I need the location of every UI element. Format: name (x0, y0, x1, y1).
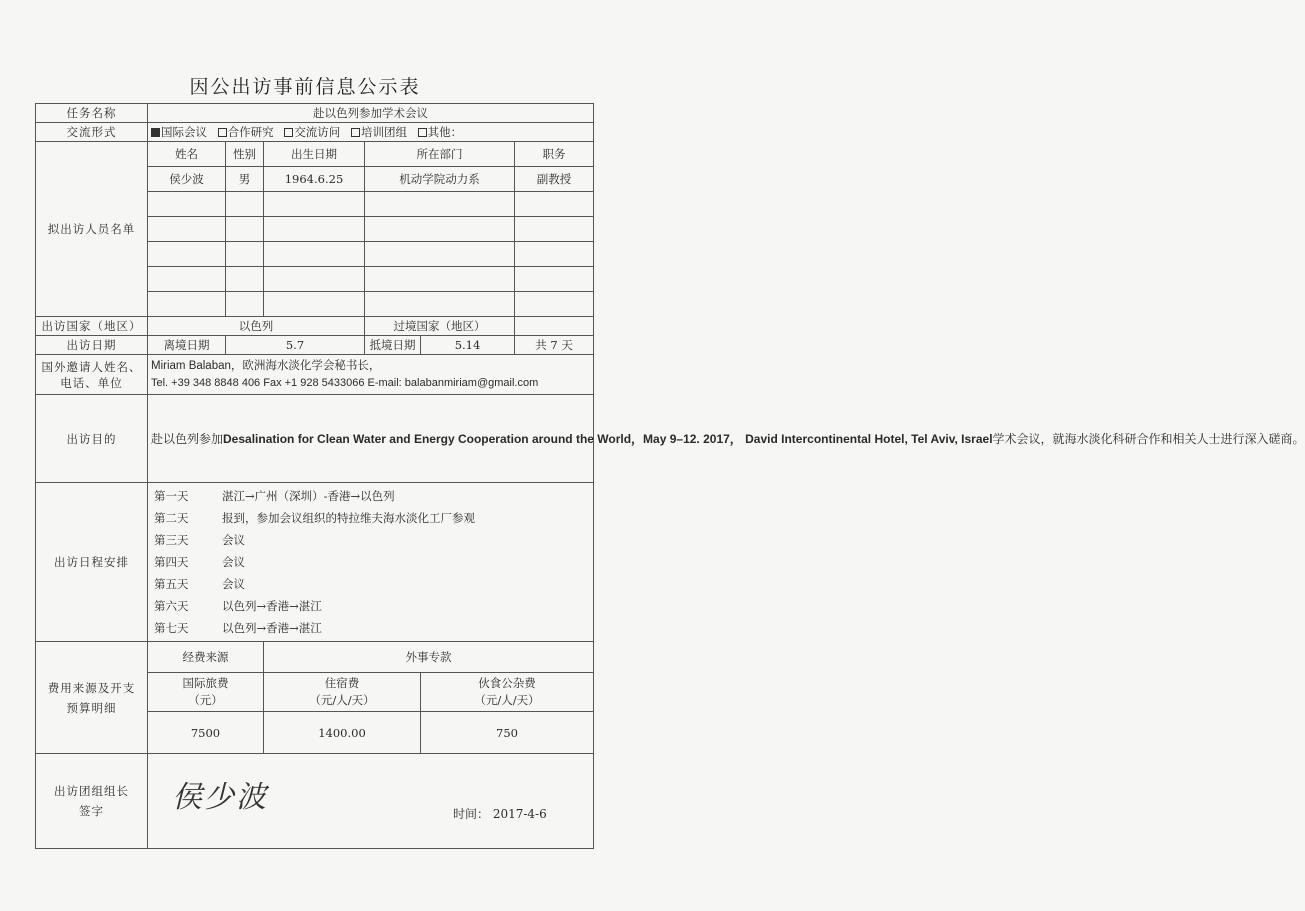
list-item: 第一天 湛江→广州（深圳）-香港→以色列 (154, 489, 395, 503)
inviter-label: 国外邀请人姓名、 电话、单位 (36, 355, 148, 395)
signature-row (36, 754, 594, 849)
meals-header: 伙食公杂费 （元/人/天） (421, 673, 594, 712)
meals-value: 750 (421, 712, 594, 754)
personnel-label: 拟出访人员名单 (36, 142, 148, 317)
option-visit[interactable]: 交流访问 (284, 125, 340, 139)
person-gender: 男 (226, 167, 264, 192)
purpose-value: 赴以色列参加Desalination for Clean Water and Energy Cooperation around the World，May 9–12. 2017， David Intercontinental Hotel, Tel Aviv, Israel学术会议，就海水淡化科研合作和相关人士进行深入磋商。 (148, 395, 594, 483)
funding-source-value: 外事专款 (264, 642, 594, 673)
list-item: 第五天 会议 (154, 577, 245, 591)
signature-area (148, 754, 594, 849)
personnel-header-row (36, 142, 594, 167)
lodging-header: 住宿费 （元/人/天） (264, 673, 421, 712)
info-table (35, 103, 1305, 849)
header-position: 职务 (515, 142, 594, 167)
exchange-options (148, 123, 594, 142)
inviter-value: Miriam Balaban，欧洲海水淡化学会秘书长， Tel. +39 348 8848 406 Fax +1 928 5433066 E-mail: balabanmiriam@gmail.com (148, 355, 594, 395)
task-value: 赴以色列参加学术会议 (148, 104, 594, 123)
list-item: 第六天 以色列→香港→湛江 (154, 599, 322, 613)
visit-country-label: 出访国家（地区） (36, 317, 148, 336)
checkbox-icon[interactable] (351, 128, 360, 137)
exchange-label: 交流形式 (36, 123, 148, 142)
person-position: 副教授 (515, 167, 594, 192)
task-row (36, 104, 594, 123)
countries-row (36, 317, 594, 336)
list-item: 第七天 以色列→香港→湛江 (154, 621, 322, 635)
schedule-row (36, 483, 594, 642)
sign-date: 时间： 2017-4-6 (453, 807, 547, 821)
arrive-label: 抵境日期 (365, 336, 421, 355)
inviter-row (36, 355, 594, 395)
total-days: 共 7 天 (515, 336, 594, 355)
list-item: 第三天 会议 (154, 533, 245, 547)
exchange-row (36, 123, 594, 142)
list-item: 第二天 报到，参加会议组织的特拉维夫海水淡化工厂参观 (154, 511, 475, 525)
person-department: 机动学院动力系 (365, 167, 515, 192)
header-birthdate: 出生日期 (264, 142, 365, 167)
header-gender: 性别 (226, 142, 264, 167)
option-conference[interactable]: 国际会议 (151, 125, 207, 139)
handwritten-signature: 侯少波 (172, 780, 268, 815)
budget-source-row (36, 642, 594, 673)
option-research[interactable]: 合作研究 (218, 125, 274, 139)
transit-country-value (515, 317, 594, 336)
option-training[interactable]: 培训团组 (351, 125, 407, 139)
transit-country-label: 过境国家（地区） (365, 317, 515, 336)
dates-label: 出访日期 (36, 336, 148, 355)
schedule-list (148, 483, 594, 642)
airfare-value: 7500 (148, 712, 264, 754)
checkbox-icon[interactable] (284, 128, 293, 137)
page-title: 因公出访事前信息公示表 (189, 76, 421, 98)
task-label: 任务名称 (36, 104, 148, 123)
arrive-value: 5.14 (421, 336, 515, 355)
list-item: 第四天 会议 (154, 555, 245, 569)
dates-row (36, 336, 594, 355)
person-birthdate: 1964.6.25 (264, 167, 365, 192)
airfare-header: 国际旅费 （元） (148, 673, 264, 712)
visit-country-value: 以色列 (148, 317, 365, 336)
checkbox-icon[interactable] (218, 128, 227, 137)
option-other[interactable]: 其他： (418, 125, 463, 139)
schedule-label: 出访日程安排 (36, 483, 148, 642)
header-name: 姓名 (148, 142, 226, 167)
checkbox-icon[interactable] (418, 128, 427, 137)
signature-label: 出访团组组长 签字 (36, 754, 148, 849)
lodging-value: 1400.00 (264, 712, 421, 754)
header-department: 所在部门 (365, 142, 515, 167)
purpose-label: 出访目的 (36, 395, 148, 483)
depart-label: 离境日期 (148, 336, 226, 355)
checkbox-checked-icon[interactable] (151, 128, 160, 137)
budget-label: 费用来源及开支 预算明细 (36, 642, 148, 754)
funding-source-label: 经费来源 (148, 642, 264, 673)
purpose-row (36, 395, 594, 483)
depart-value: 5.7 (226, 336, 365, 355)
person-name: 侯少波 (148, 167, 226, 192)
